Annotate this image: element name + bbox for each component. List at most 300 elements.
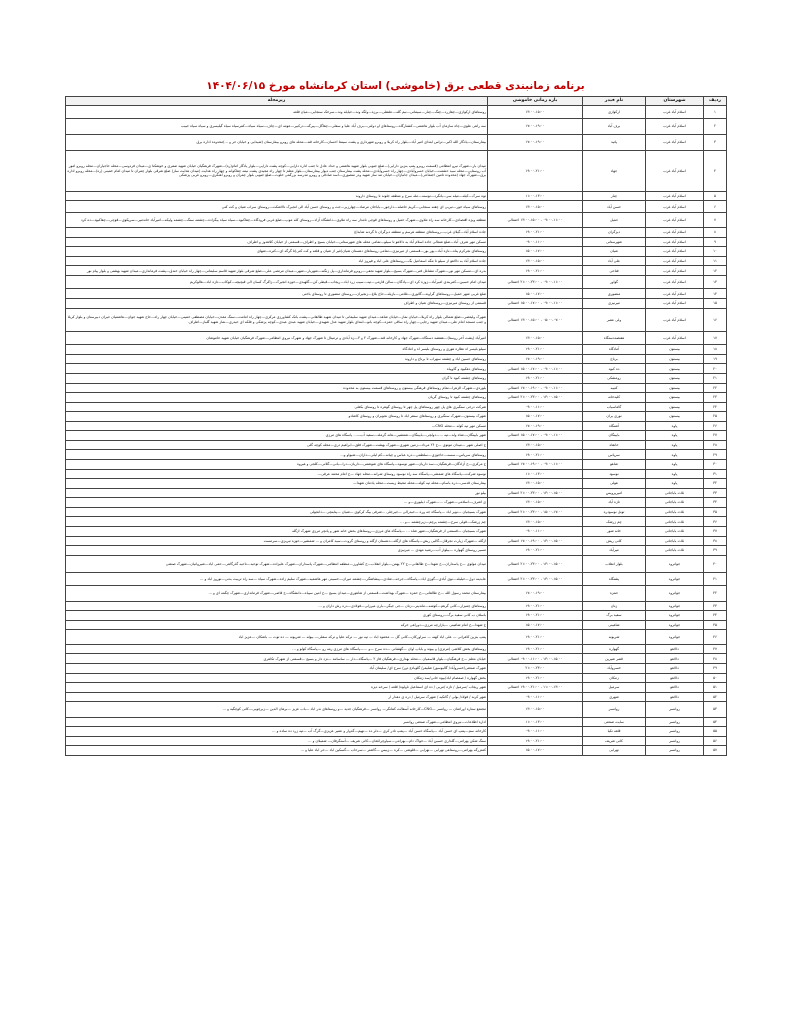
row-feeder: چنار bbox=[583, 191, 646, 201]
row-feeder: گاماسیاب bbox=[583, 402, 646, 412]
row-index: ۶ bbox=[704, 201, 727, 212]
row-index: ۲۶ bbox=[704, 421, 727, 431]
row-area: منطقه ویژه اقتصادی—کارخانه سه راه ملاوی—شهرک حمیل و روستاهای قوچی نامدار سه راه ملاوی—دانشگاه آزاد—روستای کله موپ—ضلع غربی فرودگاه—چقاکبود—سیاه سیاه بیگزاده—چشمه سنگ—چشمه ولیکه—امیرآباد خاندمیر—سرپکوی—قوچی—چقاکبود—ده کرد bbox=[66, 212, 488, 227]
table-row bbox=[66, 118, 727, 134]
row-city: بیستون bbox=[646, 402, 704, 412]
row-time: ۱۵:۰۰-۱۷:۰۰ - ۲۱:۰۰-۲۳:۰۰ احتمالی bbox=[488, 507, 583, 517]
row-time: ۱۳:۰۰-۱۵:۰۰ - ۱۷:۰۰-۱۹:۰۰ احتمالی bbox=[488, 536, 583, 546]
row-area: بلوردی—شهرک الزهرا—تمام روستاهای فرهنگی بیستون و روستاهای قسمت بیستون به محدوده bbox=[66, 383, 488, 393]
row-feeder: شهرستانی bbox=[583, 237, 646, 247]
row-time: ۰۵:۰۰-۰۷:۰۰ - ۱۳:۰۰-۱۵:۰۰ احتمالی bbox=[488, 308, 583, 331]
row-area: روستاهای بخش کلاشی (مرتزی) و بیوند و باباپ اوان —گهشانی —ده سرخ —و ...—پاسگاه های مرزی رمه رو —پاسگاه کولو و ... bbox=[66, 644, 488, 654]
row-feeder: کلیدخانه bbox=[583, 393, 646, 403]
row-area: بیمارستان محمد رسول الله —خ طالقانی—خ حمزه —شهرک بهداشت—قسمتی از شاهوری—میدان بسیج —خ امین سپیاه—دانشگاه—خ قاضی—شهرک فرمانداری—شهرک چگمه ای و ... bbox=[66, 586, 488, 601]
row-time: ۰۹:۰۰-۱۱:۰۰ - ۱۵:۰۰-۱۷:۰۰ احتمالی bbox=[488, 431, 583, 441]
row-city: پاوه bbox=[646, 431, 704, 441]
row-area: اداره اطلاعات—نیروی انتظامی—شهرک صنعتی روانسر bbox=[66, 717, 488, 727]
row-index: ۵۷ bbox=[704, 746, 727, 756]
row-time: ۱۳:۰۰-۱۵:۰۰ bbox=[488, 498, 583, 508]
row-area: پمپ بنزین کاهرانی — علی اباد کهنه — سراورکان—کانی گل — محمود اباد — تپه نور — ترکه علیا و ترکه سفلی— بیوله — شریونه — ده توت — باشکان —عزیز اباد bbox=[66, 630, 488, 644]
row-city: اسلام آباد غرب bbox=[646, 308, 704, 331]
table-row bbox=[66, 727, 727, 737]
row-index: ۱۰ bbox=[704, 247, 727, 257]
row-time: ۱۹:۰۰-۲۱:۰۰ bbox=[488, 546, 583, 556]
table-row bbox=[66, 479, 727, 489]
row-feeder: آمادگاه bbox=[583, 345, 646, 355]
row-area: روستاهای چشمه کبود تا گران bbox=[66, 373, 488, 383]
row-area: خ مرکزی—خ آزادگان—فرهنگیان—سد داریان—شهر نوسود—پاسگاه های شوشمی—داریان—درا—بانی—گلانی—کلجی و هیروه bbox=[66, 460, 488, 470]
row-area: روستاهای سرپاس—سسه—حاجوزی—سلطنتی—دره عباس و چیانه—کم لیلی—داران—شیواو و... bbox=[66, 450, 488, 460]
row-area: شهرک بیستون—شهرک سنگبری و روستاهای سنقر اباد تا روستای نجوبران و روستای کاشادو bbox=[66, 412, 488, 422]
row-city: دالاهو bbox=[646, 683, 704, 693]
row-area: کمتزرگه بهرامی—روستاهی نهرابی —نهرابی —قلوشی —کره —زیبس —گاشتر —سرحاب —گسکین اباد —حر اباد علیا و ... bbox=[66, 746, 488, 756]
row-index: ۱ bbox=[704, 106, 727, 118]
row-index: ۸ bbox=[704, 228, 727, 238]
row-index: ۱۳ bbox=[704, 276, 727, 289]
row-time: ۱۵:۰۰-۱۷:۰۰ bbox=[488, 412, 583, 422]
row-index: ۱۹ bbox=[704, 354, 727, 364]
row-city: اسلام آباد غرب bbox=[646, 276, 704, 289]
row-feeder: میرنیزی bbox=[583, 298, 646, 308]
row-time: ۰۹:۰۰-۱۱:۰۰ bbox=[488, 692, 583, 702]
row-feeder: آشنگاه bbox=[583, 421, 646, 431]
row-index: ۱۲ bbox=[704, 266, 727, 276]
row-feeder: ارکوازی bbox=[583, 106, 646, 118]
row-index: ۴۶ bbox=[704, 630, 727, 644]
table-row bbox=[66, 488, 727, 498]
row-index: ۲۵ bbox=[704, 412, 727, 422]
table-row bbox=[66, 298, 727, 308]
schedule-table bbox=[65, 96, 727, 756]
document-title: برنامه زمانبندی قطعی برق (خاموشی) استان کرمانشاه مورخ ۱۴۰۴/۰۶/۱۵ bbox=[206, 80, 585, 92]
table-row bbox=[66, 364, 727, 374]
row-index: ۵۵ bbox=[704, 727, 727, 737]
row-feeder: منصوری bbox=[583, 289, 646, 299]
row-feeder: گهواره bbox=[583, 644, 646, 654]
row-feeder: ولی عصر bbox=[583, 308, 646, 331]
row-city: ثلاث باباجانی bbox=[646, 517, 704, 527]
row-feeder: برف آباد bbox=[583, 118, 646, 134]
row-city: روانسر bbox=[646, 702, 704, 717]
row-city: اسلام آباد غرب bbox=[646, 266, 704, 276]
row-city: جوانرود bbox=[646, 573, 704, 586]
row-time: ۱۳:۰۰-۱۵:۰۰ bbox=[488, 106, 583, 118]
row-index: ۱۴ bbox=[704, 289, 727, 299]
row-feeder: خانقاه bbox=[583, 440, 646, 450]
row-index: ۳۱ bbox=[704, 469, 727, 479]
row-area: خ اصلی شهر —میدان موتوی —خ ۲۶ مرداد—زمین شهری—شهرک بهشت—شهرک فلق—ابراهیم دری—محله کوچه گلی bbox=[66, 440, 488, 450]
row-city: بیستون bbox=[646, 412, 704, 422]
row-area: جاده اسلام آباد به دالاهو از سیلو تا تنگه اسماعیل بگ—روستاهای علی اباد و فیروز اباد bbox=[66, 256, 488, 266]
row-time: ۰۹:۰۰-۱۱:۰۰ bbox=[488, 402, 583, 412]
row-feeder: هولی bbox=[583, 479, 646, 489]
table-row bbox=[66, 150, 727, 191]
row-area: کارخانه سم—پمپ ای حسن آباد —پاسگاه حسن آباد —پمپ نادر کری —دلر ده —نهیم—گدوار و عمیر عزیزی—گرگ آب —تپه زرد ده ساده و ... bbox=[66, 727, 488, 737]
row-area: شهرک بسیجیان —قسمتی از فرهنگیان—شهر شاه ... —پاسگاه های مرزی—روستاهای بخش خانه شور و پانچر مرزی شهرک ازگله bbox=[66, 526, 488, 536]
row-time: ۱۱:۰۰-۱۳:۰۰ bbox=[488, 469, 583, 479]
table-row bbox=[66, 736, 727, 746]
row-area: روستاهای نجرکرم پناه—تازه آباد—پور بور—قسمتی از میرنیزی—تمامی روستاهای دهستان شیان(غیر از شیان و قلعه و کت کتی)تا گرگه ای—کنره—شهای bbox=[66, 247, 488, 257]
row-city: ثلاث باباجانی bbox=[646, 498, 704, 508]
row-city: روانسر bbox=[646, 746, 704, 756]
table-row bbox=[66, 663, 727, 673]
row-time: ۱۳:۰۰-۱۵:۰۰ bbox=[488, 201, 583, 212]
table-row bbox=[66, 191, 727, 201]
row-feeder: نوسود bbox=[583, 469, 646, 479]
row-area: روستاهای ارکوازی—چقازرد—چنگ—چنار—سیمانی—نیم گله—علنقلی—برزه—ولگه وند—حیایله وند—سرخک سنجابی—میان قلعه bbox=[66, 106, 488, 118]
table-row bbox=[66, 212, 727, 227]
table-row bbox=[66, 308, 727, 331]
row-time: ۱۳:۰۰-۱۵:۰۰ - ۰۹:۰۰-۱۱:۰۰ احتمالی bbox=[488, 654, 583, 664]
table-row bbox=[66, 354, 727, 364]
row-city: اسلام آباد غرب bbox=[646, 191, 704, 201]
row-feeder: ده کبود bbox=[583, 364, 646, 374]
row-area: سه راهی علوی—چاه سازمان آب بلوار هاشمی—کشتارگاه—روستاهای او دولتی—برف آباد علیا و سفلی—چقاگل—پیرگه—درکبیر—عومه ای—چاف—سیاه سیاه—کمرسیاه سیاه گیلیسری و سیاه سیاه حبیب bbox=[66, 118, 488, 134]
row-index: ۲۷ bbox=[704, 431, 727, 441]
row-feeder: زمکان bbox=[583, 673, 646, 683]
row-area: میدان امام حسین—کمربندی امیرآباد—زوزه کرد ای—پادگان—سالن قارمی—تپه—سیب زرد اباد—ریجاب—قیطی کن—گلهیدی—حوزه انجیرک—زاکرگ کسان الی قیچیچه—کوکاب—تازه اباد—هالوکریم bbox=[66, 276, 488, 289]
header-row bbox=[66, 97, 727, 106]
row-area: میدان مولوی —خ پاسداران—خ شهدا—خ طالقانی—خ ۲۲ بهمن—بلوار انقلاب—خ کشاورز—منطقه انتظامی—شهرک پاسداران—شهرک علیزاده—شهرک توحید—ناحیه گذرگاهی—حمی ایاد—شیروانیان—شهرک صنعتی bbox=[66, 555, 488, 572]
table-row bbox=[66, 573, 727, 586]
row-index: ۴۹ bbox=[704, 663, 727, 673]
row-feeder: روانسر bbox=[583, 702, 646, 717]
table-row bbox=[66, 526, 727, 536]
row-time: ۰۹:۰۰-۱۱:۰۰ bbox=[488, 727, 583, 737]
row-city: اسلام آباد غرب bbox=[646, 237, 704, 247]
row-feeder: شیان bbox=[583, 247, 646, 257]
row-city: ثلاث باباجانی bbox=[646, 536, 704, 546]
row-area: بیمارستان قدسی—دره باسام—محله تپه کوله—محله محیط زیست—محله یادمان شهدا— bbox=[66, 479, 488, 489]
row-feeder: چم زرشک bbox=[583, 517, 646, 527]
row-area: ی اشرف—اسلامی—شهرک ...—شهرک ذیلیوری—و ... bbox=[66, 498, 488, 508]
row-area: بدره ای—مسکن مهر نور—شهرک مشاغل فنی—شهرک بسیج—بلوار شهید نجفی—روبرو فرمانداری—پل زنگنه—شهربار—شهر—میدان مرتضی علی—ضلع شرقی بلوار شهید قاسم سلیمانی—چهار راه خیابان خندق—پشت فرمانداری—میدان شهید بهشتی و بلوار پیام نور bbox=[66, 266, 488, 276]
row-index: ۳۸ bbox=[704, 536, 727, 546]
row-index: ۴۳ bbox=[704, 601, 727, 611]
row-feeder: هفتصددستگاه bbox=[583, 331, 646, 344]
row-index: ۲۹ bbox=[704, 450, 727, 460]
row-index: ۳۳ bbox=[704, 488, 727, 498]
table-row bbox=[66, 692, 727, 702]
row-area: شهرک ولیعصر—ضلع شمالی بلوار راه کربلا—خیابان نماز—خیابان شاهد—میدان شهید سلیمانی تا میدان شهید طالقانی—پشت بانک کشاورزی مرکزی—چهار راه امامت—سنگ معدن—خیابان مصطفی خمینی—خیابان چهار راه—حاج شهید جوان—هاشمیان حیران دبیرستان و بلوار کربلا و جنب مسجد امام علی—میدان شهید رجایی—چهار راه ساقی حمزه—کوچه بانو—ابتدای بلوار شهید عدل شهیدی—خیابان شهید عبدی عبدی—کوچه پزشکی و فلکه ای حیدری—نماز شهید گلباز—اطراف bbox=[66, 308, 488, 331]
table-row bbox=[66, 373, 727, 383]
row-feeder: پشنگاه bbox=[583, 573, 646, 586]
row-time: ۱۷:۰۰-۱۹:۰۰ bbox=[488, 135, 583, 150]
row-area: ضلع غربی شهر حمیل—روستاهای گراوند—گائوری—غلامی—بازیله—حاج بلاغ—زنجیران—روستای منصوری تا روستای باخنی bbox=[66, 289, 488, 299]
row-feeder: تونل نوسودره bbox=[583, 507, 646, 517]
row-area: مسیر روستای گهواره —بیلوار آب—رشید مهدی ... میرنیزی bbox=[66, 546, 488, 556]
row-time: ۱۹:۰۰-۲۱:۰۰ bbox=[488, 373, 583, 383]
row-city: دالاهو bbox=[646, 654, 704, 664]
table-row bbox=[66, 717, 727, 727]
row-time: ۱۳:۰۰-۱۵:۰۰ bbox=[488, 256, 583, 266]
table-row bbox=[66, 237, 727, 247]
row-time: ۱۷:۰۰-۱۹:۰۰ bbox=[488, 118, 583, 134]
row-index: ۱۱ bbox=[704, 256, 727, 266]
row-feeder: گواور bbox=[583, 276, 646, 289]
row-time: ۱۹:۰۰-۲۱:۰۰ bbox=[488, 601, 583, 611]
row-feeder: حسن آباد bbox=[583, 201, 646, 212]
row-time: ۱۹:۰۰-۲۱:۰۰ bbox=[488, 736, 583, 746]
row-index: ۲ bbox=[704, 118, 727, 134]
row-area: باسلان ب کانی سفید برگ—روستای کوری bbox=[66, 611, 488, 621]
row-feeder: شاهو bbox=[583, 460, 646, 470]
row-city: دالاهو bbox=[646, 663, 704, 673]
row-time: ۱۹:۰۰-۲۱:۰۰ bbox=[488, 644, 583, 654]
row-area: مسکن مهر شرف آباد—ضلع شمالی جاده اسلام آباد به دالاهو تا سیلو—تمامی محله های شهرستانی—خیابان بسیج و اطراف—قسمتی از خیابان کلاهدوز و اطراف bbox=[66, 237, 488, 247]
table-row bbox=[66, 450, 727, 460]
table-row bbox=[66, 746, 727, 756]
row-area: سیلو بلیسر اه نظاره هوری و روستای بلیسر اه و امادگاه bbox=[66, 345, 488, 355]
row-index: ۱۷ bbox=[704, 331, 727, 344]
row-city: اسلام آباد غرب bbox=[646, 106, 704, 118]
table-row bbox=[66, 106, 727, 118]
row-feeder: بلوار انقلاب bbox=[583, 555, 646, 572]
row-feeder: شریونه bbox=[583, 630, 646, 644]
table-row bbox=[66, 601, 727, 611]
header-area: زیرمحله bbox=[66, 97, 488, 106]
row-index: ۵۲ bbox=[704, 692, 727, 702]
row-area: ازگله —شهرک زیارت تجرقاز—گالبی ریش—پاسگاه های ازگله—دهستان ازگله و روستای گروت—سید کامران و ... شمشیر—حوزه تبریزی—سرمست bbox=[66, 536, 488, 546]
row-city: اسلام آباد غرب bbox=[646, 228, 704, 238]
row-feeder: قلعه تکیا bbox=[583, 727, 646, 737]
table-row bbox=[66, 276, 727, 289]
row-index: ۳۹ bbox=[704, 546, 727, 556]
row-city: دالاهو bbox=[646, 673, 704, 683]
header-idx: ردیف bbox=[704, 97, 727, 106]
table-row bbox=[66, 440, 727, 450]
row-feeder: کانی ریش bbox=[583, 536, 646, 546]
table-row bbox=[66, 135, 727, 150]
row-index: ۲۸ bbox=[704, 440, 727, 450]
row-feeder: برناج bbox=[583, 354, 646, 364]
row-area: خ شهدا—خ امام شاهینی —بازارچه مرزی—دوراهی خرکه bbox=[66, 620, 488, 630]
table-row bbox=[66, 469, 727, 479]
row-time: ۰۹:۰۰-۱۱:۰۰ - ۱۷:۰۰-۱۹:۰۰ احتمالی bbox=[488, 460, 583, 470]
table-row bbox=[66, 498, 727, 508]
row-index: ۴۰ bbox=[704, 555, 727, 572]
row-index: ۵۶ bbox=[704, 736, 727, 746]
row-city: پاوه bbox=[646, 469, 704, 479]
row-time: ۱۳:۰۰-۱۵:۰۰ - ۲۱:۰۰-۲۳:۰۰ احتمالی bbox=[488, 573, 583, 586]
row-time: ۱۵:۰۰-۱۷:۰۰ bbox=[488, 746, 583, 756]
row-index: ۵۴ bbox=[704, 717, 727, 727]
row-city: پاوه bbox=[646, 479, 704, 489]
row-time: ۰۹:۰۰-۱۱:۰۰ - ۲۱:۰۰-۲۳:۰۰ احتمالی bbox=[488, 276, 583, 289]
table-row bbox=[66, 431, 727, 441]
row-feeder: حمیل bbox=[583, 212, 646, 227]
row-index: ۲۰ bbox=[704, 364, 727, 374]
table-row bbox=[66, 586, 727, 601]
row-city: روانسر bbox=[646, 736, 704, 746]
row-city: جوانرود bbox=[646, 601, 704, 611]
row-time: ۱۷:۰۰-۱۹:۰۰ bbox=[488, 421, 583, 431]
row-city: روانسر bbox=[646, 727, 704, 737]
table-row bbox=[66, 460, 727, 470]
row-city: بیستون bbox=[646, 364, 704, 374]
row-feeder: کتیبه bbox=[583, 383, 646, 393]
row-time: ۱۹:۰۰-۲۱:۰۰ bbox=[488, 150, 583, 191]
row-index: ۲۴ bbox=[704, 402, 727, 412]
row-index: ۲۱ bbox=[704, 373, 727, 383]
row-time: ۰۹:۰۰-۱۱:۰۰ - ۱۳:۰۰-۱۵:۰۰ احتمالی bbox=[488, 212, 583, 227]
row-time: ۰۹:۰۰-۱۱:۰۰ - ۱۷:۰۰-۱۹:۰۰ احتمالی bbox=[488, 383, 583, 393]
row-time: ۱۳:۰۰-۱۵:۰۰ bbox=[488, 517, 583, 527]
row-time: ۱۳:۰۰-۱۵:۰۰ - ۲۱:۰۰-۲۳:۰۰ احتمالی bbox=[488, 393, 583, 403]
row-area: مسکن مهر تپه کوله —محله CNG— bbox=[66, 421, 488, 431]
row-time: ۱۱:۰۰-۱۳:۰۰ bbox=[488, 717, 583, 727]
row-city: اسلام آباد غرب bbox=[646, 201, 704, 212]
row-city: بیستون bbox=[646, 354, 704, 364]
row-city: اسلام آباد غرب bbox=[646, 135, 704, 150]
table-row bbox=[66, 331, 727, 344]
row-time: ۱۳:۰۰-۱۵:۰۰ - ۲۱:۰۰-۲۳:۰۰ احتمالی bbox=[488, 488, 583, 498]
row-area: امیرآباد (پشت آخر روستا)—هفتصد دستگاه—شهرک جهاد و کارخانه قند—شهرک ۲ و ۳—زه آبادی و ترمینال تا شهرک جهاد و شهرک نیروی انتظامی—شهرک فرهنگیان خیابان شهید خاموشان bbox=[66, 331, 488, 344]
table-row bbox=[66, 345, 727, 355]
row-area: شهر کرند / فولاد/ بولی / گانکیه / شهرک سرمیل / دره ی دهدار ار bbox=[66, 692, 488, 702]
row-area: توه سرک—کیله—میله سر—بانگرد—توسنه—مله سرخ و منطقه جلوند تا روستای داروند bbox=[66, 191, 488, 201]
row-feeder: بایینگان bbox=[583, 431, 646, 441]
header-feeder: نام فیدر bbox=[583, 97, 646, 106]
table-row bbox=[66, 507, 727, 517]
row-city: جوانرود bbox=[646, 555, 704, 572]
row-city: دالاهو bbox=[646, 692, 704, 702]
row-index: ۳ bbox=[704, 135, 727, 150]
row-feeder: شاهینی bbox=[583, 620, 646, 630]
row-city: بیستون bbox=[646, 383, 704, 393]
row-city: بیستون bbox=[646, 393, 704, 403]
row-index: ۴۱ bbox=[704, 573, 727, 586]
row-city: پاوه bbox=[646, 421, 704, 431]
table-row bbox=[66, 620, 727, 630]
row-city: اسلام آباد غرب bbox=[646, 247, 704, 257]
row-feeder: میرآباد bbox=[583, 546, 646, 556]
row-city: پاوه bbox=[646, 460, 704, 470]
row-area: شهرک بسیجیان —نوبر اباد —پاسگاه جه وره —حیدرالی —جیرجلی ...شرفی بیگ کرکوی —شیان —پنابنچی —دانجولی bbox=[66, 507, 488, 517]
row-city: جوانرود bbox=[646, 630, 704, 644]
row-feeder: خانه شور bbox=[583, 526, 646, 536]
table-row bbox=[66, 683, 727, 693]
row-index: ۳۲ bbox=[704, 479, 727, 489]
row-feeder: پاتید bbox=[583, 135, 646, 150]
row-feeder: فتاحی bbox=[583, 266, 646, 276]
row-area: سنگ شکن بهرامی—گلداری حسین آباد —خواک دام—بهرامی—سیاوچراغعان—کانی شریف —آسنگرفان— شمیلان و ... bbox=[66, 736, 488, 746]
row-feeder: رومشکی bbox=[583, 373, 646, 383]
row-feeder: علی آباد bbox=[583, 256, 646, 266]
table-row bbox=[66, 383, 727, 393]
table-row bbox=[66, 555, 727, 572]
row-feeder: جهاد bbox=[583, 150, 646, 191]
table-row bbox=[66, 289, 727, 299]
table-row bbox=[66, 412, 727, 422]
row-area: روستاهای چشمه کبود تا روستای گریان bbox=[66, 393, 488, 403]
row-index: ۴۸ bbox=[704, 654, 727, 664]
row-area: نوسود شرکت—پاسگاه های شمشی—پاسگاه سه راه نوسود روستای شرانه—محله جهاد —خ امام محمد عرفی— bbox=[66, 469, 488, 479]
table-row bbox=[66, 256, 727, 266]
table-row bbox=[66, 536, 727, 546]
row-time: ۱۷:۰۰-۱۹:۰۰ bbox=[488, 354, 583, 364]
row-area: بیمارستان—یادگار الله اکبر—تراس ابتدای امیر آباد—بلوار راه کربلا و روبرو شهرداری و پشت سینما احسان—کارخانه قند—محله های روبرو بیمارستان (شیدایی و خیابان حر و ...)محدوده اداره برق bbox=[66, 135, 488, 150]
row-city: بیستون bbox=[646, 373, 704, 383]
row-city: اسلام آباد غرب bbox=[646, 331, 704, 344]
row-city: دالاهو bbox=[646, 644, 704, 654]
table-header bbox=[66, 97, 727, 106]
row-feeder: قصر شیرین bbox=[583, 654, 646, 664]
row-feeder: شهری bbox=[583, 692, 646, 702]
row-feeder: نهرابی bbox=[583, 746, 646, 756]
row-city: جوانرود bbox=[646, 611, 704, 621]
row-city: اسلام آباد غرب bbox=[646, 150, 704, 191]
row-feeder: نوری بران bbox=[583, 412, 646, 422]
row-time: ۱۷:۰۰-۱۹:۰۰ bbox=[488, 586, 583, 601]
row-area: مجتمع ستاره اوراتمان — روانسر —CNG—کارخانه آسفالت کمانگر— روانسر —فرهنگیان جدید —و روستاهای ندر اباد —باب عزیز —برهان الدین —زیرچوبی—کانی کوچگیه و ... bbox=[66, 702, 488, 717]
table-row bbox=[66, 611, 727, 621]
row-index: ۵۳ bbox=[704, 702, 727, 717]
row-feeder: امیرپرویس bbox=[583, 488, 646, 498]
row-time: ۱۵:۰۰-۱۷:۰۰ bbox=[488, 289, 583, 299]
row-time: ۱۹:۰۰-۲۱:۰۰ bbox=[488, 228, 583, 238]
table-row bbox=[66, 630, 727, 644]
row-area: روستاهای حسین اباد و چشمه سهراب تا برناج و داروند bbox=[66, 354, 488, 364]
row-feeder: دیزگران bbox=[583, 228, 646, 238]
row-index: ۲۳ bbox=[704, 393, 727, 403]
table-row bbox=[66, 393, 727, 403]
row-city: ثلاث باباجانی bbox=[646, 507, 704, 517]
row-index: ۷ bbox=[704, 212, 727, 227]
row-city: ثلاث باباجانی bbox=[646, 526, 704, 536]
row-index: ۴۷ bbox=[704, 644, 727, 654]
row-time: ۲۱:۰۰-۲۳:۰۰ bbox=[488, 663, 583, 673]
row-city: ثلاث باباجانی bbox=[646, 546, 704, 556]
row-city: بیستون bbox=[646, 345, 704, 355]
row-time: ۱۳:۰۰-۱۵:۰۰ - ۲۱:۰۰-۲۳:۰۰ احتمالی bbox=[488, 555, 583, 572]
row-time: ۱۹:۰۰-۲۱:۰۰ bbox=[488, 673, 583, 683]
row-area: بخش گهواره / صمصام اباد/بیوه خانی/سد زمکان bbox=[66, 673, 488, 683]
row-area: جاده اسلام آباد—گیلان غرب—روستاهای منطقه هرسم و منطقه دیزگران تا گردنه شابداغ bbox=[66, 228, 488, 238]
header-city: شهرستان bbox=[646, 97, 704, 106]
row-feeder: سفید برگ bbox=[583, 611, 646, 621]
row-index: ۳۰ bbox=[704, 460, 727, 470]
row-time: ۱۳:۰۰-۱۵:۰۰ bbox=[488, 702, 583, 717]
table-row bbox=[66, 654, 727, 664]
row-index: ۳۴ bbox=[704, 498, 727, 508]
row-time: ۱۹:۰۰-۲۱:۰۰ bbox=[488, 266, 583, 276]
row-area: چم زرشک—قولی سرخ—چشمه پرچم—زیرچشمه —و ... bbox=[66, 517, 488, 527]
row-index: ۳۶ bbox=[704, 517, 727, 527]
row-index: ۱۸ bbox=[704, 345, 727, 355]
row-city: اسلام آباد غرب bbox=[646, 289, 704, 299]
row-index: ۵۰ bbox=[704, 673, 727, 683]
row-time: ۱۹:۰۰-۲۱:۰۰ bbox=[488, 345, 583, 355]
row-city: اسلام آباد غرب bbox=[646, 298, 704, 308]
row-time: ۱۱:۰۰-۱۳:۰۰ bbox=[488, 191, 583, 201]
row-time: ۱۵:۰۰-۱۷:۰۰ bbox=[488, 620, 583, 630]
row-index: ۱۵ bbox=[704, 298, 727, 308]
row-time: ۱۱:۰۰-۱۳:۰۰ - ۱۹:۰۰-۲۱:۰۰ احتمالی bbox=[488, 683, 583, 693]
row-feeder: تازه آباد bbox=[583, 498, 646, 508]
row-time: ۱۳:۰۰-۱۵:۰۰ bbox=[488, 479, 583, 489]
row-index: ۴۴ bbox=[704, 611, 727, 621]
table-row bbox=[66, 201, 727, 212]
row-time: ۰۹:۰۰-۱۱:۰۰ - ۱۵:۰۰-۱۷:۰۰ احتمالی bbox=[488, 364, 583, 374]
row-feeder: خسروآباد bbox=[583, 663, 646, 673]
row-city: جوانرود bbox=[646, 620, 704, 630]
row-index: ۲۲ bbox=[704, 383, 727, 393]
row-feeder: زنان bbox=[583, 601, 646, 611]
row-city: پاوه bbox=[646, 440, 704, 450]
table-row bbox=[66, 228, 727, 238]
row-time: ۰۹:۰۰-۱۱:۰۰ - ۱۵:۰۰-۱۷:۰۰ احتمالی bbox=[488, 298, 583, 308]
